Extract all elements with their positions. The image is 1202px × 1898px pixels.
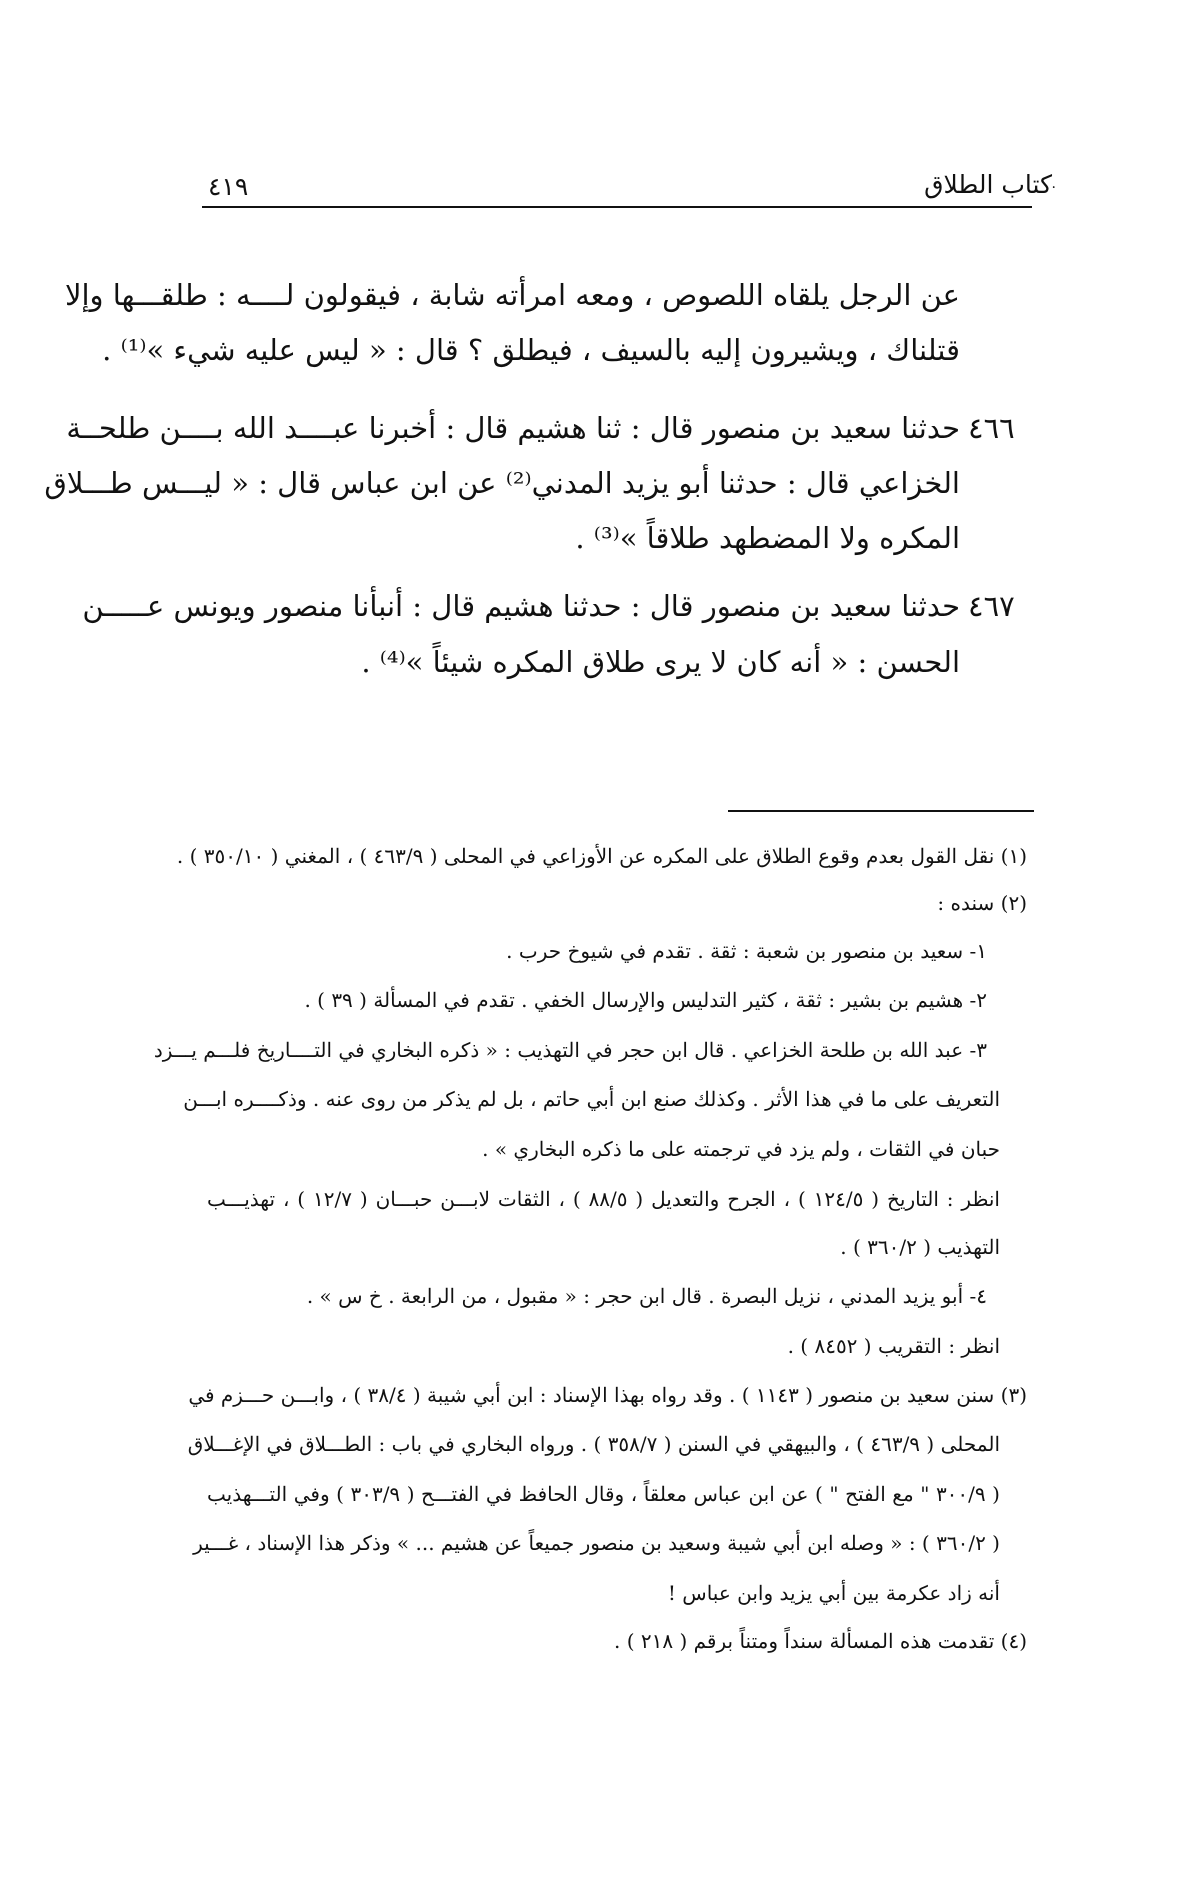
footnote-separator [728,810,1034,812]
header-mark: . [1051,176,1056,192]
footnote-line: ٢- هشيم بن بشير : ثقة ، كثير التدليس والإرسال الخفي . تقدم في المسألة ( ٣٩ ) . [304,988,987,1012]
footnote-line: التهذيب ( ٣٦٠/٢ ) . [840,1235,1000,1259]
footnote-line: (٤) تقدمت هذه المسألة سنداً ومتناً برقم ( ٢١٨ ) . [613,1629,1027,1653]
running-title: كتاب الطلاق [924,170,1052,199]
footnote-line: أنه زاد عكرمة بين أبي يزيد وابن عباس ! [667,1581,1000,1605]
header-rule [202,206,1032,208]
footnote-line: ( ٣٠٠/٩ " مع الفتح " ) عن ابن عباس معلقاً ، وقال الحافظ في الفتـــح ( ٣٠٣/٩ ) وفي التـــهذيب [207,1482,1000,1506]
hadith-line: الخزاعي قال : حدثنا أبو يزيد المدني⁽²⁾ عن ابن عباس قال : « ليـــس طـــلاق [44,466,960,500]
footnote-line: (٣) سنن سعيد بن منصور ( ١١٤٣ ) . وقد رواه بهذا الإسناد : ابن أبي شيبة ( ٣٨/٤ ) ، وابـــن حـــزم في [188,1383,1027,1407]
footnote-line: المحلى ( ٤٦٣/٩ ) ، والبيهقي في السنن ( ٣٥٨/٧ ) . ورواه البخاري في باب : الطـــلاق في الإغـــلاق [187,1432,1000,1456]
footnote-line: (٢) سنده : [937,891,1027,915]
hadith-number: ٤٦٧ [968,589,1015,623]
footnote-line: انظر : التاريخ ( ١٢٤/٥ ) ، الجرح والتعديل ( ٨٨/٥ ) ، الثقات لابـــن حبـــان ( ١٢/٧ ) ، تهذيـــب [207,1187,1000,1211]
footnote-line: التعريف على ما في هذا الأثر . وكذلك صنع ابن أبي حاتم ، بل لم يذكر من روى عنه . وذكــــره ابـــن [183,1087,1000,1111]
hadith-line: حدثنا سعيد بن منصور قال : ثنا هشيم قال : أخبرنا عبــــد الله بــــن طلحــة [66,411,960,445]
footnote-line: ١- سعيد بن منصور بن شعبة : ثقة . تقدم في شيوخ حرب . [506,939,987,963]
footnote-line: حبان في الثقات ، ولم يزد في ترجمته على ما ذكره البخاري » . [482,1137,1000,1161]
footnote-line: (١) نقل القول بعدم وقوع الطلاق على المكره عن الأوزاعي في المحلى ( ٤٦٣/٩ ) ، المغني ( ٣٥٠/١٠ ) . [176,844,1027,868]
hadith-line: الحسن : « أنه كان لا يرى طلاق المكره شيئاً »⁽⁴⁾ . [361,645,960,679]
hadith-number: ٤٦٦ [968,411,1015,445]
body-line: عن الرجل يلقاه اللصوص ، ومعه امرأته شابة ، فيقولون لــــه : طلقـــها وإلا [64,278,960,312]
footnote-line: ( ٣٦٠/٢ ) : « وصله ابن أبي شيبة وسعيد بن منصور جميعاً عن هشيم ... » وذكر هذا الإسناد ، غـــير [193,1531,1000,1555]
footnote-line: ٤- أبو يزيد المدني ، نزيل البصرة . قال ابن حجر : « مقبول ، من الرابعة . خ س » . [306,1284,987,1308]
hadith-line: حدثنا سعيد بن منصور قال : حدثنا هشيم قال : أنبأنا منصور ويونس عـــــن [82,589,960,623]
footnote-line: انظر : التقريب ( ٨٤٥٢ ) . [787,1334,1000,1358]
body-line: قتلناك ، ويشيرون إليه بالسيف ، فيطلق ؟ قال : « ليس عليه شيء »⁽¹⁾ . [102,333,960,367]
footnote-line: ٣- عبد الله بن طلحة الخزاعي . قال ابن حجر في التهذيب : « ذكره البخاري في التــــاريخ فلـــم يـــزد [153,1038,987,1062]
page-number: ٤١٩ [208,172,249,201]
hadith-line: المكره ولا المضطهد طلاقاً »⁽³⁾ . [575,521,960,555]
